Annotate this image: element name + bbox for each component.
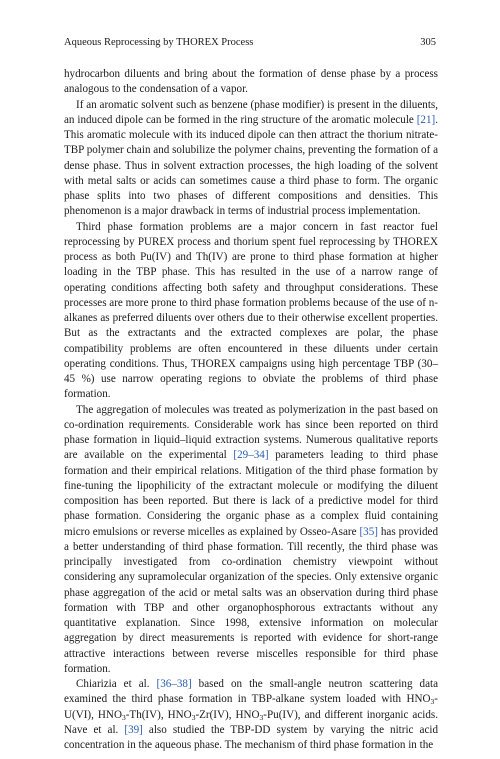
paragraph-5-text: Chiarizia et al. [76, 678, 157, 690]
running-header [64, 37, 436, 51]
subscript: 3 [430, 697, 435, 707]
paragraph-2-text: . This aromatic molecule with its induced dipole can then attract the thorium nitrate-TBP polymer chain and solubilize the polymer chains, preventing the formation of a dense phase. Thus in solvent extraction processes, the high loading of the solvent with metal salts or acids can sometimes cause a third phase to form. The organic phase splits into two phases of different compositions and densities. This phenomenon is a major drawback in terms of industrial process implementation. [64, 113, 438, 218]
subscript: 3 [191, 712, 196, 722]
paragraph-1 [64, 67, 438, 98]
running-title: Aqueous Reprocessing by THOREX Process [64, 37, 254, 48]
paragraph-1-text: hydrocarbon diluents and bring about the formation of dense phase by a process analogous to the condensation of a vapor. [64, 68, 438, 96]
paragraph-5-text: -U(VI), HNO [64, 693, 438, 721]
citation-link[interactable]: [35] [359, 525, 378, 538]
citation-link[interactable]: [39] [124, 723, 143, 736]
page-number: 305 [420, 37, 436, 48]
paragraph-3 [64, 220, 438, 403]
paragraph-2 [64, 98, 438, 220]
paragraph-5-text: -Zr(IV), HNO [195, 708, 260, 721]
paragraph-3-text: Third phase formation problems are a major concern in fast reactor fuel reprocessing by PUREX process and thorium spent fuel reprocessing by THOREX process as both Pu(IV) and Th(IV) are prone to third phase formation at higher loading in the TBP phase. This has resulted in the use of a narrow range of operating conditions affecting both safety and throughput considerations. These processes are more prone to third phase formation problems because of the use of n-alkanes as preferred diluents over others due to their otherwise excellent properties. But as the extractants and the extracted complexes are polar, the phase compatibility problems are often encountered in these diluents under certain operating conditions. Thus, THOREX campaigns using high percentage TBP (30–45 %) use narrow operating regions to obviate the problems of third phase formation. [64, 220, 438, 401]
paragraph-2-text: If an aromatic solvent such as benzene (phase modifier) is present in the diluents, an induced dipole can be formed in the ring structure of the aromatic molecule [64, 98, 438, 126]
subscript: 3 [121, 712, 126, 722]
citation-link[interactable]: [29–34] [233, 449, 269, 462]
paragraph-4-text: parameters leading to third phase formation and their empirical relations. Mitigation of the third phase formation by fine-tuning the lipophilicity of the extractant molecule or modifying the diluent composition has been reported. But there is lack of a predictive model for third phase formation. Considering the organic phase as a complex fluid containing micro emulsions or reverse micelles as explained by Osseo-Asare [64, 449, 438, 538]
paragraph-5-text: -Th(IV), HNO [125, 708, 192, 721]
body-text [64, 67, 438, 753]
citation-link[interactable]: [36–38] [156, 678, 192, 690]
subscript: 3 [259, 712, 264, 722]
paragraph-5-text: also studied the TBP-DD system by varying the nitric acid concentration in the aqueous phase. The mechanism of third phase formation in the [64, 723, 439, 751]
paragraph-5 [64, 677, 438, 753]
citation-link[interactable]: [21] [416, 113, 436, 126]
paragraph-4-text: The aggregation of molecules was treated as polymerization in the past based on co-ordination requirements. Considerable work has since been reported on third phase formation in liquid–liquid extraction systems. Numerous qualitative reports are available on the experimental [64, 403, 438, 462]
paragraph-4 [64, 403, 438, 678]
paragraph-5-text: -Pu(IV), and different inorganic acids. Nave et al. [64, 708, 438, 736]
paragraph-5-text: based on the small-angle neutron scattering data examined the third phase formation in TBP-alkane system loaded with HNO [64, 678, 439, 706]
paragraph-4-text: has provided a better understanding of third phase formation. Till recently, the third phase was principally investigated from co-ordination chemistry viewpoint without considering any supramolecular organization of the species. Only extensive organic phase aggregation of the acid or metal salts was an observation during third phase formation with TBP and other organophosphorous extractants without any quantitative explanation. Since 1998, extensive information on molecular aggregation by direct measurements is reported with evidence for short-range attractive interactions between reverse miscelles responsible for third phase formation. [64, 525, 439, 675]
